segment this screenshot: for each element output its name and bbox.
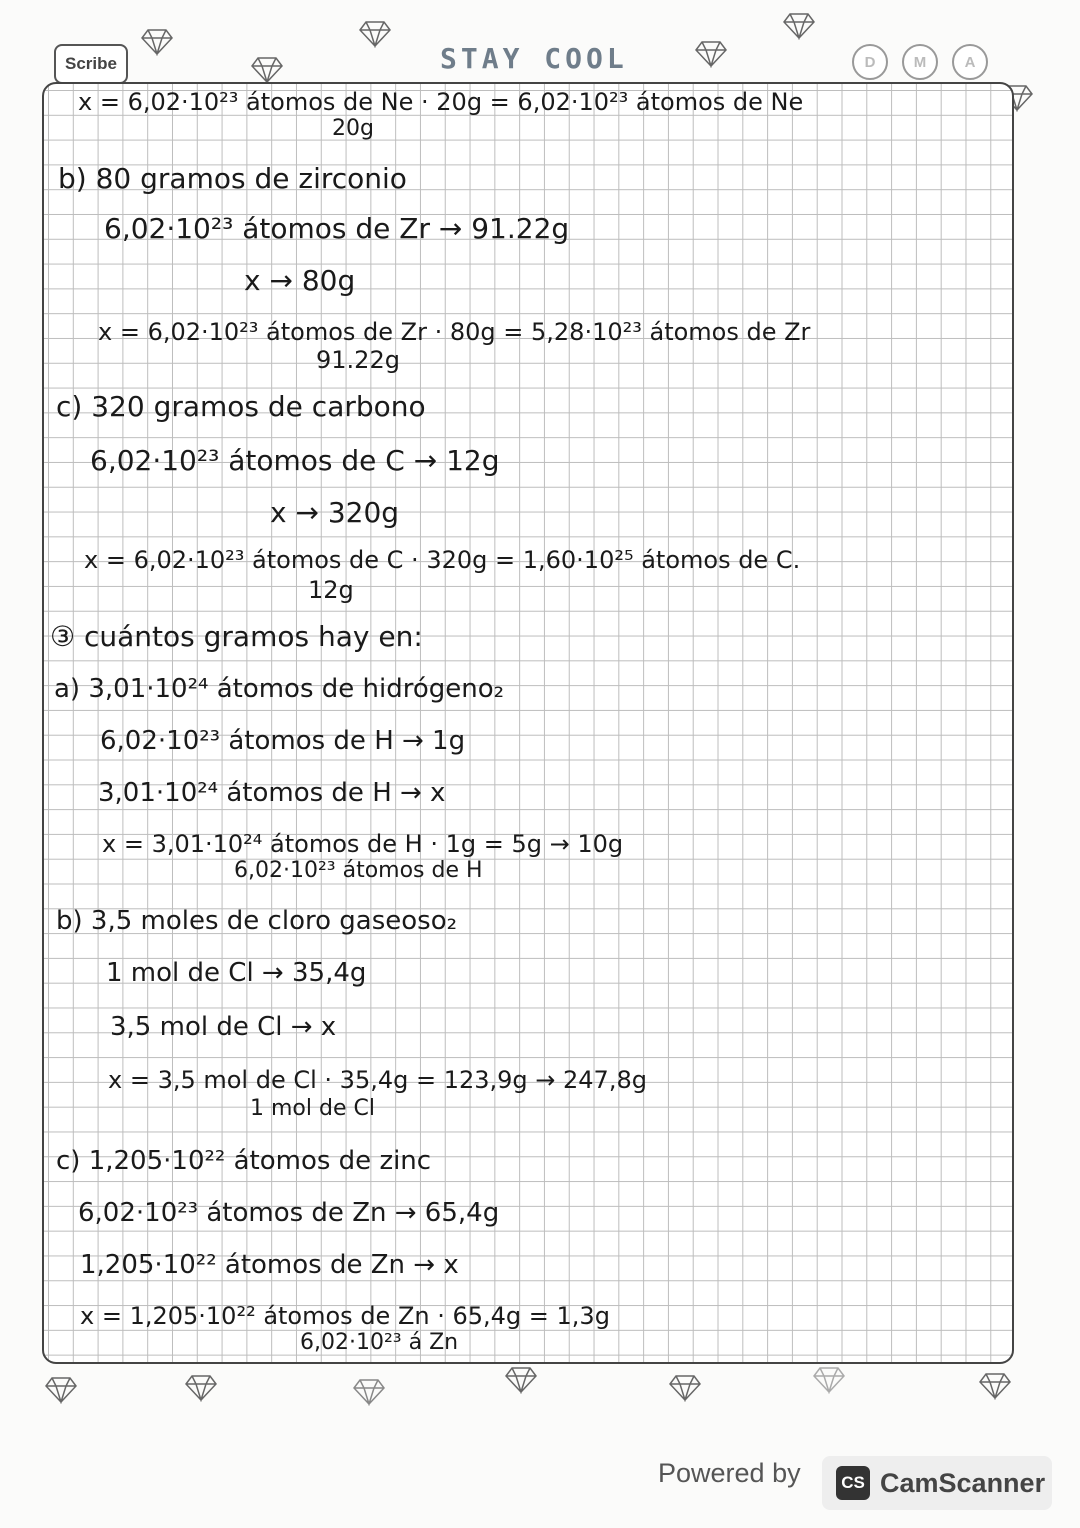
note-line: 91.22g bbox=[316, 346, 400, 374]
note-line: x → 80g bbox=[244, 264, 356, 297]
note-line: x = 1,205·10²² átomos de Zn · 65,4g = 1,3g bbox=[80, 1302, 610, 1330]
note-line: 1 mol de Cl → 35,4g bbox=[106, 958, 367, 988]
note-line: 6,02·10²³ átomos de H bbox=[234, 858, 483, 883]
day-letter: D bbox=[864, 53, 876, 71]
month-circle bbox=[902, 44, 938, 80]
note-line: x → 320g bbox=[270, 496, 400, 529]
note-line: c) 320 gramos de carbono bbox=[56, 390, 426, 423]
note-line: 3,01·10²⁴ átomos de H → x bbox=[98, 778, 446, 808]
note-line: x = 3,01·10²⁴ átomos de H · 1g = 5g → 10g bbox=[102, 830, 624, 858]
month-letter: M bbox=[913, 53, 927, 71]
note-line: 3,5 mol de Cl → x bbox=[110, 1012, 337, 1042]
diamond-icon bbox=[250, 56, 284, 84]
scribe-brand-box bbox=[54, 44, 128, 84]
note-line: ③ cuántos gramos hay en: bbox=[50, 620, 423, 653]
note-line: x = 3,5 mol de Cl · 35,4g = 123,9g → 247,8g bbox=[108, 1066, 647, 1094]
powered-by-text: Powered by bbox=[658, 1458, 801, 1488]
diamond-icon bbox=[184, 1374, 218, 1402]
year-letter: A bbox=[964, 53, 976, 71]
note-line: x = 6,02·10²³ átomos de Ne · 20g = 6,02·10²³ átomos de Ne bbox=[78, 88, 804, 116]
note-line: 6,02·10²³ átomos de H → 1g bbox=[100, 726, 466, 756]
camscanner-logo-text: CS bbox=[841, 1473, 865, 1492]
note-line: b) 80 gramos de zirconio bbox=[58, 162, 407, 195]
diamond-icon bbox=[140, 28, 174, 56]
year-circle bbox=[952, 44, 988, 80]
note-line: 12g bbox=[308, 576, 354, 604]
note-line: 1 mol de Cl bbox=[250, 1096, 375, 1121]
brand-label: Scribe bbox=[65, 54, 117, 73]
diamond-icon bbox=[358, 20, 392, 48]
grid-paper bbox=[42, 82, 1014, 1364]
note-line: 1,205·10²² átomos de Zn → x bbox=[80, 1250, 459, 1280]
note-line: x = 6,02·10²³ átomos de C · 320g = 1,60·10²⁵ átomos de C. bbox=[84, 546, 801, 574]
note-line: 6,02·10²³ á Zn bbox=[300, 1330, 459, 1355]
diamond-icon bbox=[44, 1376, 78, 1404]
note-line: 6,02·10²³ átomos de C → 12g bbox=[90, 444, 500, 477]
note-line: a) 3,01·10²⁴ átomos de hidrógeno₂ bbox=[54, 674, 505, 704]
note-line: 6,02·10²³ átomos de Zr → 91.22g bbox=[104, 212, 570, 245]
diamond-icon bbox=[978, 1372, 1012, 1400]
diamond-icon bbox=[782, 12, 816, 40]
diamond-icon bbox=[694, 40, 728, 68]
day-circle bbox=[852, 44, 888, 80]
page-header-title: STAY COOL bbox=[440, 42, 628, 75]
camscanner-name: CamScanner bbox=[880, 1468, 1046, 1498]
note-line: c) 1,205·10²² átomos de zinc bbox=[56, 1146, 432, 1176]
diamond-icon bbox=[352, 1378, 386, 1406]
diamond-icon bbox=[812, 1366, 846, 1394]
note-line: 20g bbox=[332, 116, 374, 141]
note-line: b) 3,5 moles de cloro gaseoso₂ bbox=[56, 906, 458, 936]
diamond-icon bbox=[504, 1366, 538, 1394]
note-line: x = 6,02·10²³ átomos de Zr · 80g = 5,28·10²³ átomos de Zr bbox=[98, 318, 811, 346]
camscanner-logo-icon bbox=[836, 1466, 870, 1500]
note-line: 6,02·10²³ átomos de Zn → 65,4g bbox=[78, 1198, 500, 1228]
diamond-icon bbox=[668, 1374, 702, 1402]
